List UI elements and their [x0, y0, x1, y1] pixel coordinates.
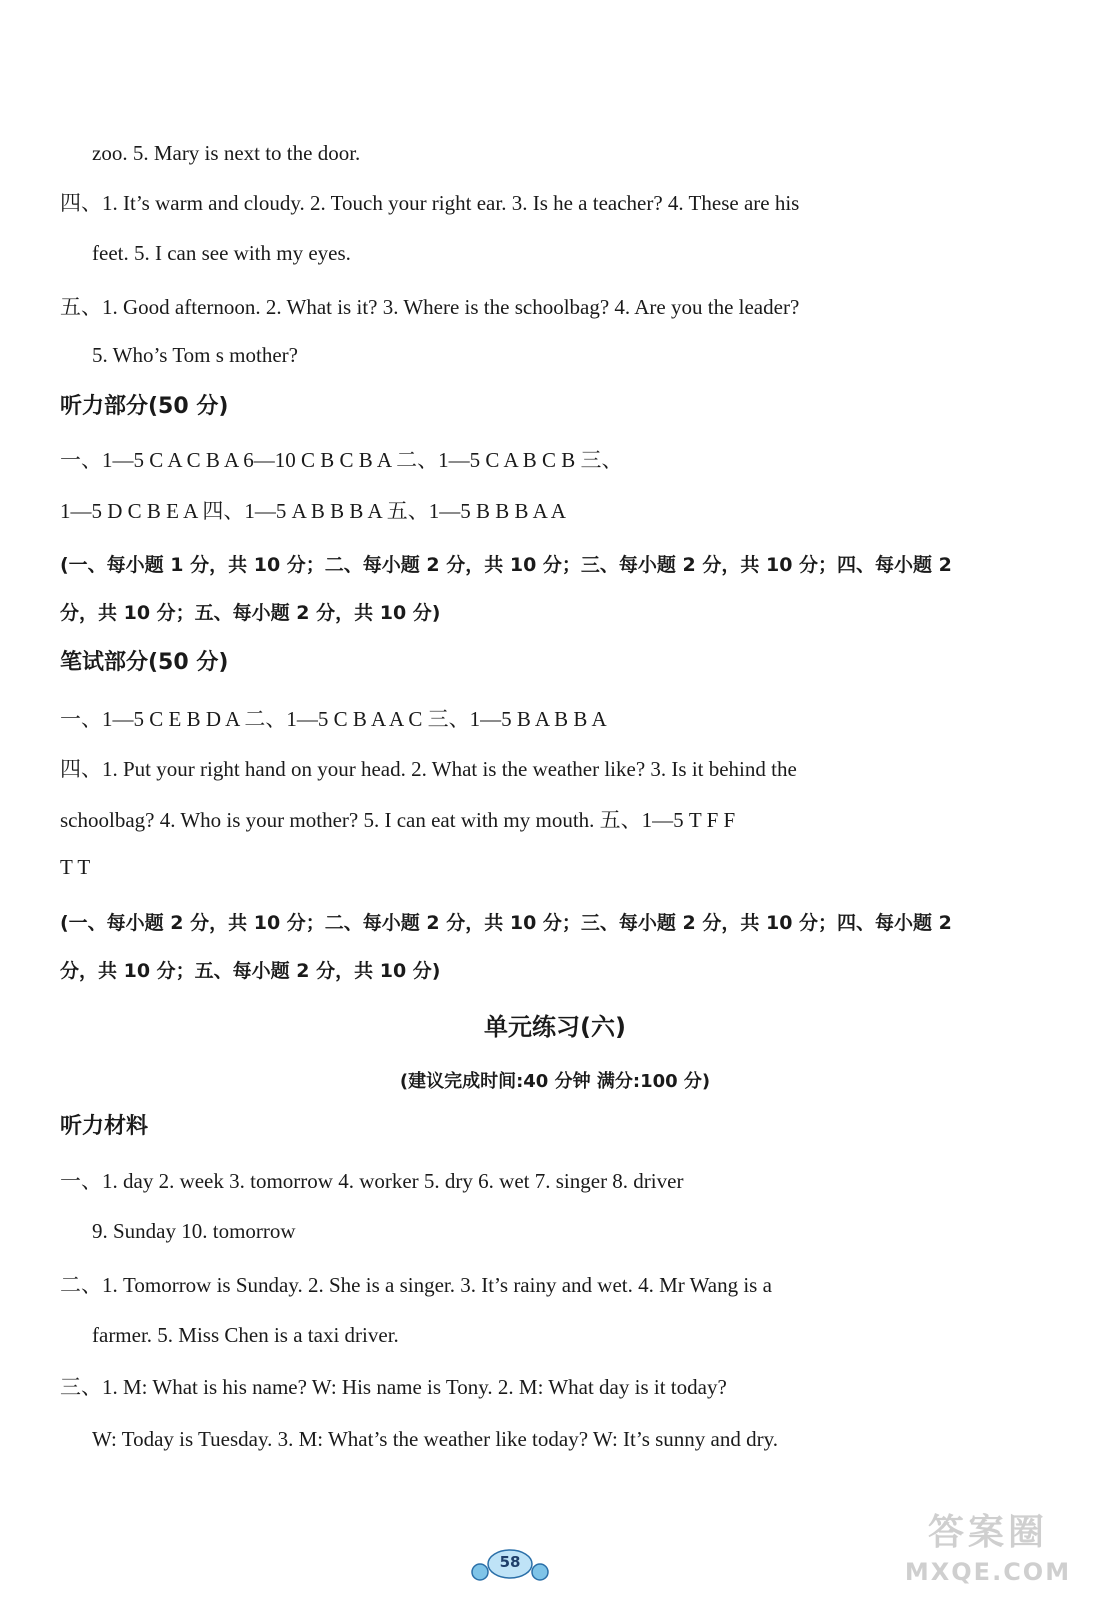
page-number-badge [470, 1548, 550, 1582]
written-answer-line: schoolbag? 4. Who is your mother? 5. I can eat with my mouth. 五、1—5 T F F [60, 808, 736, 832]
watermark-top: 答案圈 [927, 1512, 1048, 1553]
prev-line: 5. Who’s Tom s mother? [92, 343, 298, 367]
listening-heading: 听力部分(50 分) [60, 394, 229, 419]
watermark-logo [888, 1500, 1088, 1596]
unit-title: 单元练习(六) [484, 1013, 626, 1041]
listening-answer-line: 一、1—5 C A C B A 6—10 C B C B A 二、1—5 C A B C B 三、 [60, 448, 623, 472]
listening-material-heading: 听力材料 [60, 1114, 149, 1139]
listening-score-note: 分，共 10 分；五、每小题 2 分，共 10 分) [60, 602, 441, 624]
prev-line: 四、1. It’s warm and cloudy. 2. Touch your right ear. 3. Is he a teacher? 4. These are his [60, 191, 800, 215]
listening-answer-line: 1—5 D C B E A 四、1—5 A B B B A 五、1—5 B B B A A [60, 499, 566, 523]
prev-line: feet. 5. I can see with my eyes. [92, 241, 351, 265]
material-line: 三、1. M: What is his name? W: His name is Tony. 2. M: What day is it today? [60, 1375, 727, 1399]
page-number: 58 [499, 1553, 521, 1571]
material-line: farmer. 5. Miss Chen is a taxi driver. [92, 1323, 399, 1347]
material-line: 9. Sunday 10. tomorrow [92, 1219, 296, 1243]
material-line: 二、1. Tomorrow is Sunday. 2. She is a singer. 3. It’s rainy and wet. 4. Mr Wang is a [60, 1273, 772, 1297]
unit-subtitle: (建议完成时间:40 分钟 满分:100 分) [399, 1071, 711, 1092]
prev-line: 五、1. Good afternoon. 2. What is it? 3. Where is the schoolbag? 4. Are you the leader? [60, 295, 800, 319]
written-score-note: 分，共 10 分；五、每小题 2 分，共 10 分) [60, 960, 441, 982]
written-score-note: (一、每小题 2 分，共 10 分；二、每小题 2 分，共 10 分；三、每小题 2 分，共 10 分；四、每小题 2 [60, 912, 952, 934]
written-heading: 笔试部分(50 分) [60, 650, 229, 675]
written-answer-line: T T [60, 855, 91, 879]
prev-line: zoo. 5. Mary is next to the door. [92, 141, 361, 165]
written-answer-line: 一、1—5 C E B D A 二、1—5 C B A A C 三、1—5 B A B B A [60, 707, 607, 731]
listening-score-note: (一、每小题 1 分，共 10 分；二、每小题 2 分，共 10 分；三、每小题 2 分，共 10 分；四、每小题 2 [60, 554, 952, 576]
written-answer-line: 四、1. Put your right hand on your head. 2. What is the weather like? 3. Is it behind the [60, 757, 797, 781]
material-line: 一、1. day 2. week 3. tomorrow 4. worker 5. dry 6. wet 7. singer 8. driver [60, 1169, 684, 1193]
watermark-bottom: MXQE.COM [904, 1558, 1072, 1586]
material-line: W: Today is Tuesday. 3. M: What’s the weather like today? W: It’s sunny and dry. [92, 1427, 778, 1451]
